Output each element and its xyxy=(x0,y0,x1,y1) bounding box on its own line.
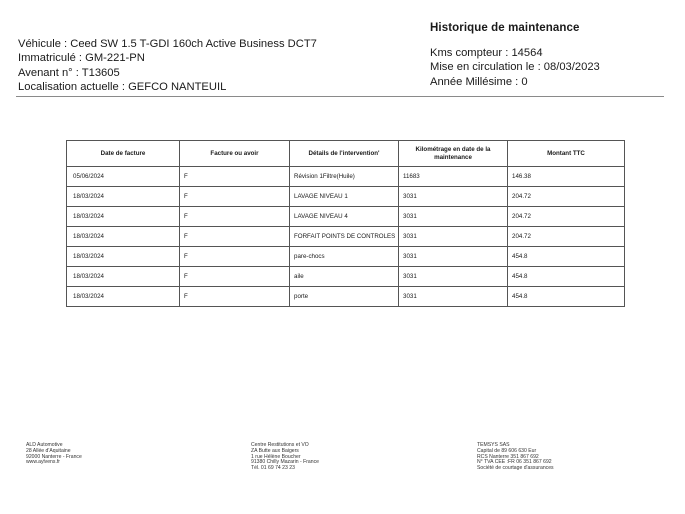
first-registration-date: Mise en circulation le : 08/03/2023 xyxy=(430,61,600,74)
table-header-row xyxy=(67,141,625,167)
cell-details: LAVAGE NIVEAU 4 xyxy=(290,207,399,227)
cell-amount: 146.38 xyxy=(508,167,625,187)
table-row xyxy=(67,287,625,307)
cell-date: 18/03/2024 xyxy=(67,267,180,287)
cell-amount: 454.8 xyxy=(508,247,625,267)
cell-details: FORFAIT POINTS DE CONTROLES xyxy=(290,227,399,247)
footer-line: Centre Restitutions et VO xyxy=(251,442,309,448)
cell-mileage: 3031 xyxy=(399,247,508,267)
footer-line: Capital de 89 606 630 Eur xyxy=(477,447,537,454)
footer-line: N° TVA CEE :FR 06 351 867 692 xyxy=(477,459,552,466)
header-divider xyxy=(16,96,664,97)
cell-mileage: 3031 xyxy=(399,207,508,227)
vehicle-location: Localisation actuelle : GEFCO NANTEUIL xyxy=(18,81,227,94)
column-header-date: Date de facture xyxy=(67,141,180,167)
table-row xyxy=(67,227,625,247)
footer-company-address xyxy=(26,443,82,466)
footer-line: 1 rue Hélène Boucher xyxy=(251,453,301,460)
footer-line: ZA Butte aux Baigers xyxy=(251,447,299,454)
footer-line: ALD Automotive xyxy=(26,442,63,448)
odometer-reading: Kms compteur : 14564 xyxy=(430,47,543,59)
cell-mileage: 3031 xyxy=(399,267,508,287)
footer-line: 91380 Chilly Mazarin - France xyxy=(251,459,319,466)
cell-invoice-type: F xyxy=(180,207,290,227)
vehicle-info xyxy=(18,37,317,95)
table-row xyxy=(67,207,625,227)
cell-invoice-type: F xyxy=(180,187,290,207)
cell-date: 18/03/2024 xyxy=(67,247,180,267)
footer-line: 92000 Nanterre - France xyxy=(26,453,82,460)
cell-mileage: 11683 xyxy=(399,167,508,187)
footer-line: Tél. 01 69 74 23 23 xyxy=(251,465,295,472)
maintenance-table xyxy=(66,140,625,307)
cell-details: LAVAGE NIVEAU 1 xyxy=(290,187,399,207)
cell-date: 18/03/2024 xyxy=(67,187,180,207)
column-header-details: Détails de l'intervention' xyxy=(290,141,399,167)
cell-mileage: 3031 xyxy=(399,287,508,307)
footer-line: Société de courtage d'assurances xyxy=(477,465,554,472)
page-title: Historique de maintenance xyxy=(430,22,580,34)
cell-amount: 454.8 xyxy=(508,267,625,287)
cell-invoice-type: F xyxy=(180,247,290,267)
cell-amount: 204.72 xyxy=(508,207,625,227)
table-row xyxy=(67,167,625,187)
cell-date: 18/03/2024 xyxy=(67,287,180,307)
footer-line: www.aylvens.fr xyxy=(26,459,60,466)
table-row xyxy=(67,187,625,207)
model-year: Année Millésime : 0 xyxy=(430,75,528,88)
cell-details: Révision 1Filtre(Huile) xyxy=(290,167,399,187)
column-header-invoice-type: Facture ou avoir xyxy=(180,141,290,167)
cell-mileage: 3031 xyxy=(399,227,508,247)
cell-amount: 454.8 xyxy=(508,287,625,307)
cell-details: porte xyxy=(290,287,399,307)
cell-date: 05/06/2024 xyxy=(67,167,180,187)
cell-amount: 204.72 xyxy=(508,227,625,247)
cell-details: pare-chocs xyxy=(290,247,399,267)
footer-line: TEMSYS SAS xyxy=(477,442,510,448)
footer-legal-info xyxy=(477,443,554,472)
vehicle-registration: Immatriculé : GM-221-PN xyxy=(18,52,145,65)
cell-mileage: 3031 xyxy=(399,187,508,207)
vehicle-meta xyxy=(430,46,600,89)
column-header-mileage: Kilométrage en date de la maintenance xyxy=(399,141,508,167)
vehicle-model: Véhicule : Ceed SW 1.5 T-GDI 160ch Active Business DCT7 xyxy=(18,38,317,50)
table-row xyxy=(67,267,625,287)
cell-invoice-type: F xyxy=(180,267,290,287)
table-row xyxy=(67,247,625,267)
column-header-amount: Montant TTC xyxy=(508,141,625,167)
cell-invoice-type: F xyxy=(180,227,290,247)
cell-date: 18/03/2024 xyxy=(67,227,180,247)
footer-line: RCS Nanterre 351 867 692 xyxy=(477,453,539,460)
footer-return-center xyxy=(251,443,319,472)
cell-details: aile xyxy=(290,267,399,287)
vehicle-amendment-number: Avenant n° : T13605 xyxy=(18,66,120,79)
cell-invoice-type: F xyxy=(180,167,290,187)
footer-line: 28 Allée d'Aquitaine xyxy=(26,447,71,454)
cell-amount: 204.72 xyxy=(508,187,625,207)
cell-date: 18/03/2024 xyxy=(67,207,180,227)
cell-invoice-type: F xyxy=(180,287,290,307)
